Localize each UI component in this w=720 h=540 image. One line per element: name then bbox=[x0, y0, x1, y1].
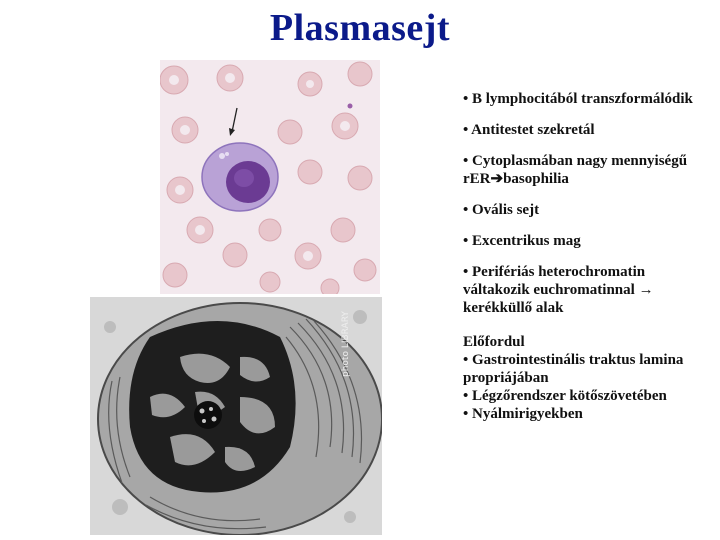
em-watermark: photo LIBRARY bbox=[341, 311, 351, 377]
bullet-item: • Perifériás heterochromatin váltakozik euchromatinnal → kerékküllő alak bbox=[463, 264, 654, 316]
occurrence-item: • Légzőrendszer kötőszövetében bbox=[463, 388, 667, 404]
bullet-item: • B lymphocitából transzformálódik bbox=[463, 91, 693, 107]
bullet-list bbox=[463, 90, 713, 423]
bullet-item: • Excentrikus mag bbox=[463, 233, 581, 249]
electron-micrograph-image bbox=[90, 297, 382, 535]
bullet-item: • Cytoplasmában nagy mennyiségű rER➔basophilia bbox=[463, 153, 688, 187]
slide-title: Plasmasejt bbox=[269, 7, 451, 49]
bullet-item: • Antitestet szekretál bbox=[463, 122, 595, 138]
occurrence-heading: Előfordul bbox=[463, 334, 525, 350]
bullet-item: • Ovális sejt bbox=[463, 202, 540, 218]
occurrence-item: • Gastrointestinális traktus lamina propriájában bbox=[463, 352, 684, 386]
occurrence-item: • Nyálmirigyekben bbox=[463, 406, 583, 422]
light-micrograph-image bbox=[160, 60, 380, 294]
